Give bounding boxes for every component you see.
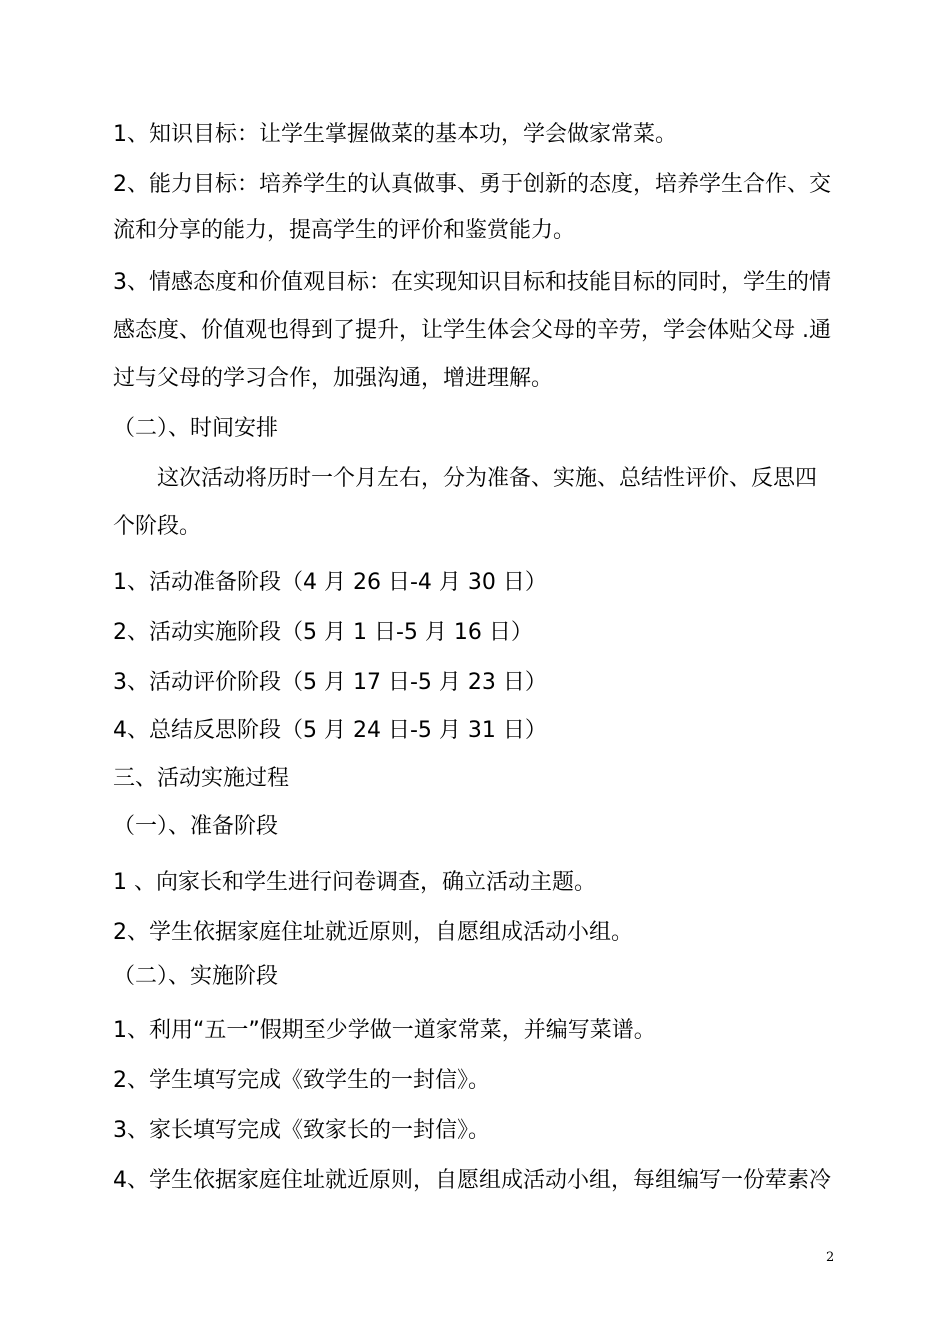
page-number: 2 xyxy=(826,1250,835,1265)
text-line-goal-emotion-cont-1: 感态度、价值观也得到了提升，让学生体会父母的辛劳，学会体贴父母 .通 xyxy=(113,318,831,343)
text-line-goal-ability-cont: 流和分享的能力，提高学生的评价和鉴赏能力。 xyxy=(113,218,576,243)
subsection-heading-implement: （二）、实施阶段 xyxy=(113,964,279,989)
text-line-schedule-intro-cont: 个阶段。 xyxy=(113,514,202,539)
list-item-holiday-cooking: 1、利用“五一”假期至少学做一道家常菜，并编写菜谱。 xyxy=(113,1018,656,1043)
list-item-stage-implement: 2、活动实施阶段（5 月 1 日-5 月 16 日） xyxy=(113,620,533,645)
list-item-group-recipe: 4、学生依据家庭住址就近原则，自愿组成活动小组，每组编写一份荤素冷 xyxy=(113,1168,831,1193)
text-line-goal-emotion-cont-2: 过与父母的学习合作，加强沟通，增进理解。 xyxy=(113,366,554,391)
list-item-survey: 1 、向家长和学生进行问卷调查，确立活动主题。 xyxy=(113,870,596,895)
subsection-heading-prepare: （一）、准备阶段 xyxy=(113,814,279,839)
list-item-stage-prepare: 1、活动准备阶段（4 月 26 日-4 月 30 日） xyxy=(113,570,547,595)
list-item-student-letter: 2、学生填写完成《致学生的一封信》。 xyxy=(113,1068,490,1093)
text-line-schedule-intro: 这次活动将历时一个月左右，分为准备、实施、总结性评价、反思四 xyxy=(157,466,818,491)
list-item-parent-letter: 3、家长填写完成《致家长的一封信》。 xyxy=(113,1118,490,1143)
text-line-goal-emotion: 3、情感态度和价值观目标：在实现知识目标和技能目标的同时，学生的情 xyxy=(113,270,831,295)
list-item-stage-reflect: 4、总结反思阶段（5 月 24 日-5 月 31 日） xyxy=(113,718,547,743)
section-heading-process: 三、活动实施过程 xyxy=(113,766,290,791)
section-heading-schedule: （二）、时间安排 xyxy=(113,416,279,441)
text-line-goal-ability: 2、能力目标：培养学生的认真做事、勇于创新的态度，培养学生合作、交 xyxy=(113,172,831,197)
list-item-groups: 2、学生依据家庭住址就近原则，自愿组成活动小组。 xyxy=(113,920,633,945)
list-item-stage-evaluate: 3、活动评价阶段（5 月 17 日-5 月 23 日） xyxy=(113,670,547,695)
text-line-goal-knowledge: 1、知识目标：让学生掌握做菜的基本功，学会做家常菜。 xyxy=(113,122,677,147)
